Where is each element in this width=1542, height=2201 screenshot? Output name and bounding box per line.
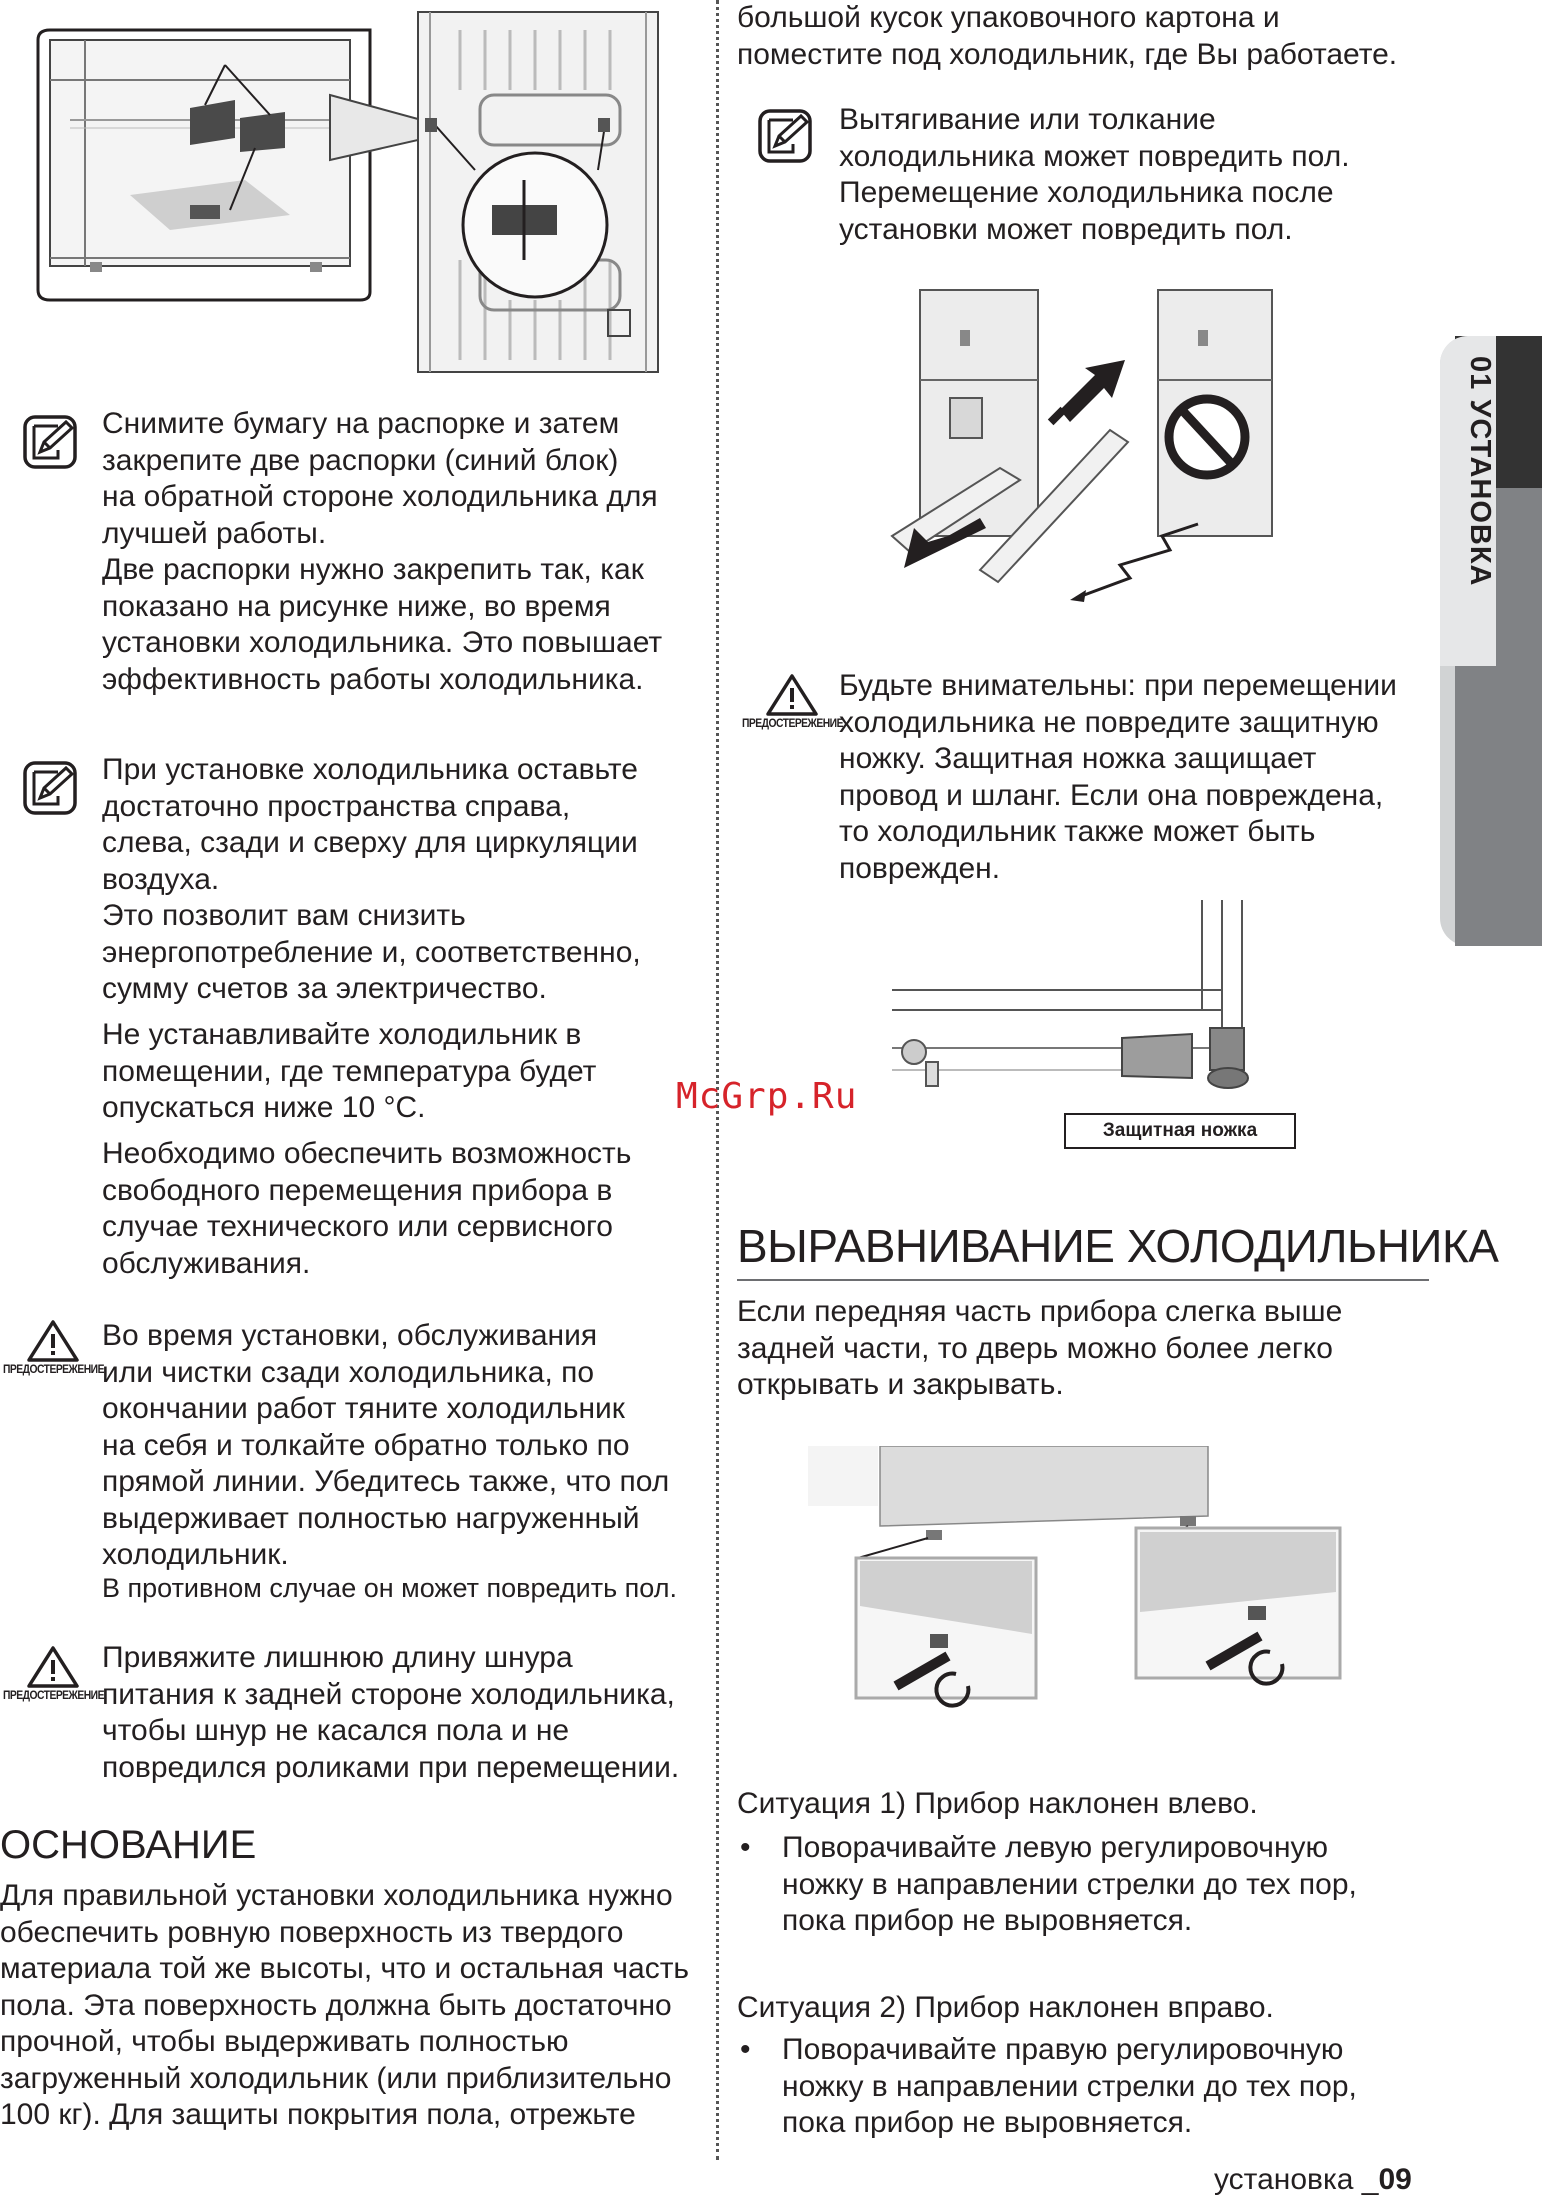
note-text-temperature: Не устанавливайте холодильник в помещении, где температура будет опускаться ниже 10 °C. bbox=[102, 1018, 597, 1124]
warning-label: ПРЕДОСТЕРЕЖЕНИЕ bbox=[3, 1688, 104, 1702]
page-footer bbox=[1214, 2163, 1412, 2197]
warning-triangle-icon bbox=[3, 1644, 103, 1704]
base-paragraph: Для правильной установки холодильника нужно обеспечить ровную поверхность из твердого материала той же высоты, что и остальная часть пола. Эта поверхность должна быть достаточно прочной, чтобы выдерживать полностью загруженный холодильник (или приблизительно 100 кг). Для защиты покрытия пола, отрежьте bbox=[0, 1879, 690, 2131]
bullet-marker: • bbox=[740, 1831, 751, 1864]
note-text-clearance: При установке холодильника оставьте достаточно пространства справа, слева, сзади и сверху для циркуляции воздуха. Это позволит вам снизить энергопотребление и, соответственно, сумму счетов за электричество. bbox=[102, 753, 641, 1005]
note-text-floor-damage: Вытягивание или толкание холодильника может повредить пол. Перемещение холодильника после установки может повредить пол. bbox=[839, 103, 1350, 246]
footer-section: установка _ bbox=[1214, 2163, 1379, 2196]
section-tab[interactable] bbox=[1452, 356, 1512, 616]
moving-fridge-illustration bbox=[880, 280, 1300, 610]
cardboard-continuation: большой кусок упаковочного картона и поместите под холодильник, где Вы работаете. bbox=[737, 1, 1398, 71]
situation-2-title: Ситуация 2) Прибор наклонен вправо. bbox=[737, 1991, 1274, 2024]
protective-leg-illustration bbox=[892, 900, 1292, 1110]
spacer-illustration bbox=[30, 0, 670, 378]
situation-2-instruction: Поворачивайте правую регулировочную ножку в направлении стрелки до тех пор, пока прибор не выровняется. bbox=[782, 2033, 1357, 2139]
note-text-spacers: Снимите бумагу на распорке и затем закрепите две распорки (синий блок) на обратной стороне холодильника для лучшей работы. Две распорки нужно закрепить так, как показано на рисунке ниже, во время установки холодильника. Это повышает эффективность работы холодильника. bbox=[102, 407, 663, 696]
leveling-feet-illustration bbox=[808, 1446, 1368, 1736]
warning-text-move-straight: Во время установки, обслуживания или чистки сзади холодильника, по окончании работ тяните холодильник на себя и толкайте обратно только по прямой линии. Убедитесь также, что пол выдерживает полностью нагруженный холодильник. bbox=[102, 1319, 670, 1571]
leveling-paragraph: Если передняя часть прибора слегка выше задней части, то дверь можно более легко открывать и закрывать. bbox=[737, 1295, 1343, 1401]
situation-1-instruction: Поворачивайте левую регулировочную ножку в направлении стрелки до тех пор, пока прибор не выровняется. bbox=[782, 1831, 1357, 1937]
warning-label: ПРЕДОСТЕРЕЖЕНИЕ bbox=[742, 716, 843, 730]
warning-triangle-icon bbox=[742, 672, 842, 732]
warning-triangle-icon bbox=[3, 1318, 103, 1378]
warning-label: ПРЕДОСТЕРЕЖЕНИЕ bbox=[3, 1362, 104, 1376]
note-pencil-icon bbox=[757, 108, 813, 164]
page-number: 09 bbox=[1378, 2163, 1412, 2196]
warning-text-power-cord: Привяжите лишнюю длину шнура питания к задней стороне холодильника, чтобы шнур не касался пола и не повредился роликами при перемещении. bbox=[102, 1641, 680, 1784]
warning-text-protective-leg: Будьте внимательны: при перемещении холодильника не повредите защитную ножку. Защитная ножка защищает провод и шланг. Если она повреждена, то холодильник также может быть поврежден. bbox=[839, 669, 1397, 885]
note-pencil-icon bbox=[22, 414, 78, 470]
section-heading-leveling: ВЫРАВНИВАНИЕ ХОЛОДИЛЬНИКА bbox=[737, 1220, 1499, 1272]
section-heading-base: ОСНОВАНИЕ bbox=[0, 1823, 257, 1867]
bullet-marker: • bbox=[740, 2033, 751, 2066]
protective-leg-caption: Защитная ножка bbox=[1064, 1113, 1296, 1149]
situation-1-title: Ситуация 1) Прибор наклонен влево. bbox=[737, 1787, 1258, 1820]
section-tab-label: 01 УСТАНОВКА bbox=[1464, 356, 1496, 587]
note-text-service: Необходимо обеспечить возможность свободного перемещения прибора в случае технического или сервисного обслуживания. bbox=[102, 1137, 632, 1280]
warning-text-floor-damage: В противном случае он может повредить пол. bbox=[102, 1573, 677, 1603]
watermark: McGrp.Ru bbox=[676, 1076, 858, 1117]
note-pencil-icon bbox=[22, 760, 78, 816]
heading-underline bbox=[737, 1279, 1429, 1281]
